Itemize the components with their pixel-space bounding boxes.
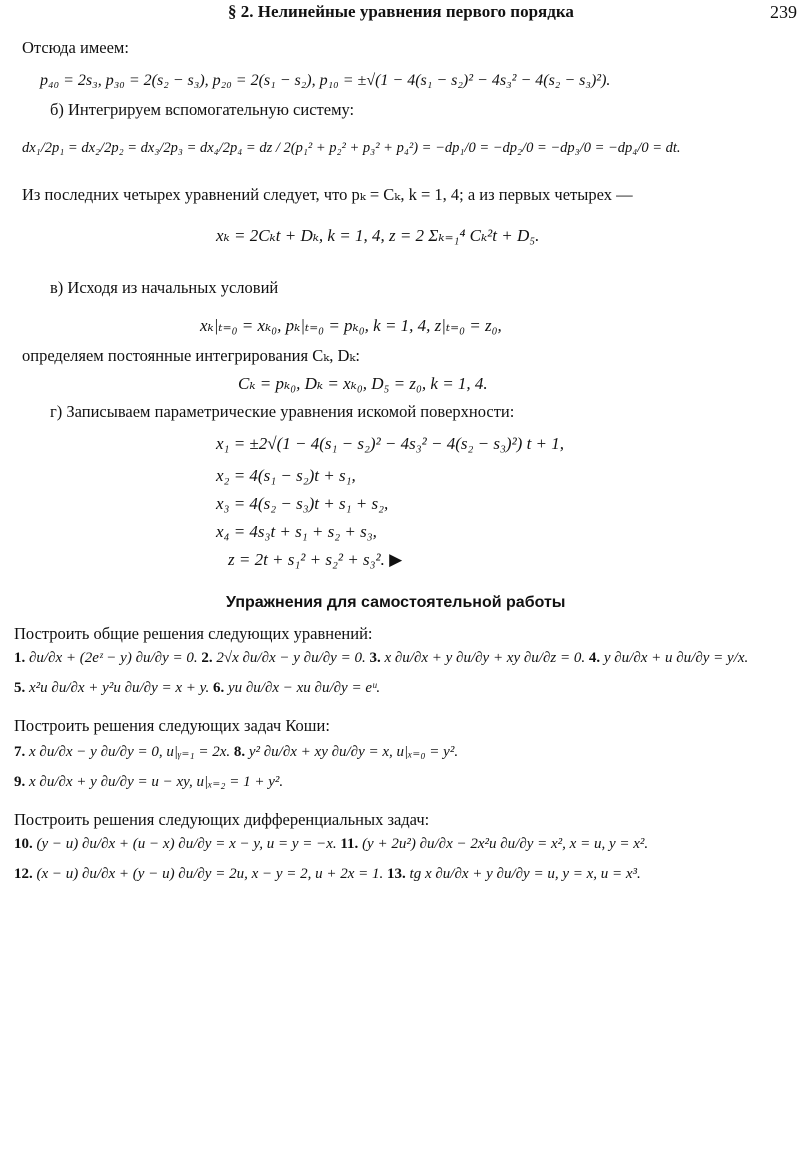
exercise-number: 3. [369, 650, 381, 666]
exercise-group-intro: Построить общие решения следующих уравнений: [14, 624, 373, 643]
equation-surface-x2: x₂ = 4(s₁ − s₂)t + s₁, [216, 466, 356, 485]
exercise-number: 4. [588, 650, 601, 666]
equation-constants: Cₖ = pₖ₀, Dₖ = xₖ₀, D₅ = z₀, k = 1, 4. [238, 374, 488, 393]
exercise-number: 5. [14, 680, 26, 696]
equation-surface-x3: x₃ = 4(s₂ − s₃)t + s₁ + s₂, [216, 494, 389, 513]
text-line: б) Интегрируем вспомогательную систему: [50, 100, 355, 119]
exercise-number: 1. [14, 650, 26, 666]
exercise-number: 6. [212, 680, 225, 696]
exercise-number: 7. [14, 744, 26, 760]
running-header: § 2. Нелинейные уравнения первого порядка [228, 2, 574, 21]
exercise-equation: ∂u/∂x + (2eᶻ − y) ∂u/∂y = 0. [29, 650, 198, 666]
exercise-number: 10. [14, 836, 33, 852]
exercise-line [14, 772, 283, 791]
exercise-number: 8. [233, 744, 246, 760]
exercise-number: 11. [340, 836, 359, 852]
text-line: г) Записываем параметрические уравнения искомой поверхности: [50, 402, 515, 421]
exercise-number: 13. [387, 866, 406, 882]
equation-surface-z: z = 2t + s₁² + s₂² + s₃². ▶ [228, 550, 403, 569]
exercise-equation: (x − u) ∂u/∂x + (y − u) ∂u/∂y = 2u, x − y = 2, u + 2x = 1. [36, 866, 384, 882]
exercise-line [14, 836, 648, 853]
exercise-equation: x ∂u/∂x − y ∂u/∂y = 0, u|ᵧ₌₁ = 2x. [29, 744, 231, 760]
text-line: в) Исходя из начальных условий [50, 278, 279, 297]
text-line: определяем постоянные интегрирования Cₖ, Dₖ: [22, 346, 361, 365]
equation-surface-x4: x₄ = 4s₃t + s₁ + s₂ + s₃, [216, 522, 377, 541]
exercise-line [14, 866, 641, 883]
exercise-equation: y² ∂u/∂x + xy ∂u/∂y = x, u|ₓ₌₀ = y². [248, 744, 459, 760]
equation-surface-x1: x₁ = ±2√(1 − 4(s₁ − s₂)² − 4s₃² − 4(s₂ − s₃)²) t + 1, [216, 434, 565, 453]
equation-characteristic-system: dx₁/2p₁ = dx₂/2p₂ = dx₃/2p₃ = dx₄/2p₄ = dz / 2(p₁² + p₂² + p₃² + p₄²) = −dp₁/0 = −dp₂/0 = −dp₃/0 = −dp₄/0 = dt. [22, 140, 681, 156]
exercise-equation: x ∂u/∂x + y ∂u/∂y + xy ∂u/∂z = 0. [384, 650, 586, 666]
exercise-equation: x ∂u/∂x + y ∂u/∂y = u − xy, u|ₓ₌₂ = 1 + y². [29, 774, 284, 790]
text-line: Отсюда имеем: [22, 38, 129, 57]
exercise-equation: (y − u) ∂u/∂x + (u − x) ∂u/∂y = x − y, u = y = −x. [36, 836, 337, 852]
exercise-group-intro: Построить решения следующих дифференциальных задач: [14, 810, 430, 829]
exercise-equation: (y + 2u²) ∂u/∂x − 2x²u ∂u/∂y = x², x = u, y = x². [362, 836, 649, 852]
exercise-line [14, 680, 380, 697]
exercise-equation: tg x ∂u/∂x + y ∂u/∂y = u, y = x, u = x³. [409, 866, 641, 882]
text-line: Из последних четырех уравнений следует, что pₖ = Cₖ, k = 1, 4; а из первых четырех — [22, 185, 633, 204]
section-title: Упражнения для самостоятельной работы [226, 594, 566, 611]
equation-initial-conditions: xₖ|ₜ₌₀ = xₖ₀, pₖ|ₜ₌₀ = pₖ₀, k = 1, 4, z|ₜ₌₀ = z₀, [200, 316, 502, 335]
exercise-line [14, 742, 458, 761]
page-number: 239 [770, 2, 797, 22]
exercise-line [14, 650, 748, 667]
exercise-number: 12. [14, 866, 33, 882]
exercise-equation: yu ∂u/∂x − xu ∂u/∂y = eᵘ. [227, 680, 381, 696]
exercise-equation: x²u ∂u/∂x + y²u ∂u/∂y = x + y. [29, 680, 210, 696]
exercise-group-intro: Построить решения следующих задач Коши: [14, 716, 330, 735]
exercise-number: 9. [14, 774, 26, 790]
exercise-equation: y ∂u/∂x + u ∂u/∂y = y/x. [603, 650, 749, 666]
exercise-equation: 2√x ∂u/∂x − y ∂u/∂y = 0. [216, 650, 366, 666]
exercise-number: 2. [201, 650, 213, 666]
equation-general-solution: xₖ = 2Cₖt + Dₖ, k = 1, 4, z = 2 Σₖ₌₁⁴ Cₖ²t + D₅. [216, 226, 540, 245]
equation-initial-p: p₄₀ = 2s₃, p₃₀ = 2(s₂ − s₃), p₂₀ = 2(s₁ − s₂), p₁₀ = ±√(1 − 4(s₁ − s₂)² − 4s₃² − 4(s₂ − s₃)²). [40, 72, 611, 89]
